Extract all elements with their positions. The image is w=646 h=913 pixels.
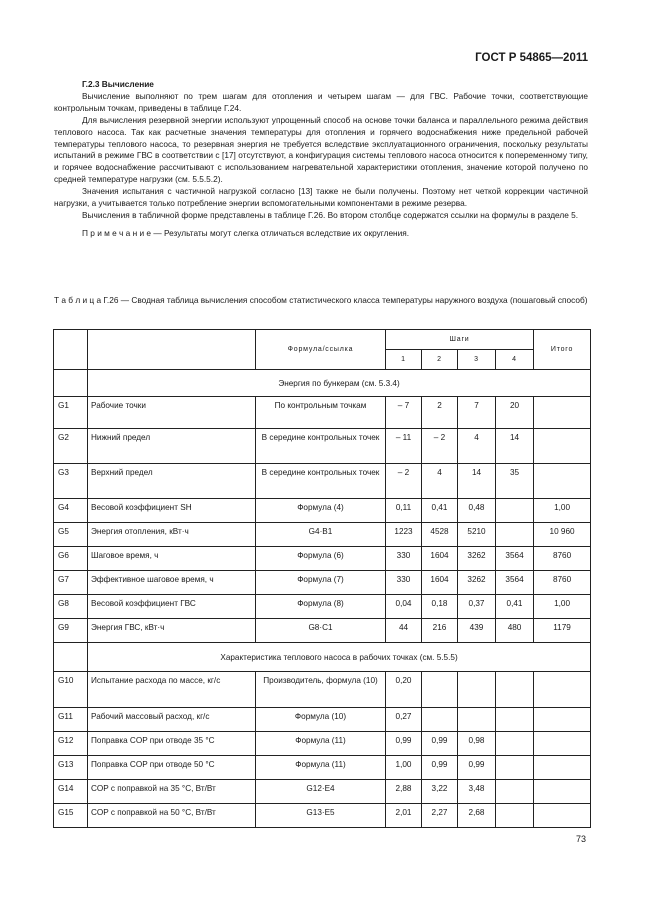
paragraph: Вычисления в табличной форме представлены в таблице Г.26. Во втором столбце содержатся ссылки на формулы в разделе 5. bbox=[82, 209, 579, 220]
cell-name: Весовой коэффициент ГВС bbox=[88, 595, 256, 619]
cell-code: G10 bbox=[54, 672, 88, 708]
cell-name: Верхний предел bbox=[88, 464, 256, 499]
table-caption-label: Т а б л и ц а bbox=[54, 295, 102, 305]
cell-s3 bbox=[458, 708, 496, 732]
cell-name: Нижний предел bbox=[88, 429, 256, 464]
cell-s3: 4 bbox=[458, 429, 496, 464]
page-number: 73 bbox=[575, 834, 586, 844]
section-code-cell bbox=[54, 643, 88, 672]
cell-code: G11 bbox=[54, 708, 88, 732]
cell-s2: 3,22 bbox=[422, 780, 458, 804]
cell-total bbox=[534, 397, 591, 429]
cell-s4 bbox=[496, 672, 534, 708]
cell-total bbox=[534, 780, 591, 804]
cell-name: Поправка COP при отводе 35 °С bbox=[88, 732, 256, 756]
cell-s2: 2 bbox=[422, 397, 458, 429]
cell-total: 10 960 bbox=[534, 523, 591, 547]
cell-total: 8760 bbox=[534, 547, 591, 571]
cell-formula: В середине контрольных точек bbox=[256, 429, 386, 464]
cell-s1: 330 bbox=[386, 571, 422, 595]
cell-total bbox=[534, 804, 591, 828]
standard-header: ГОСТ Р 54865—2011 bbox=[475, 52, 588, 64]
cell-code: G9 bbox=[54, 619, 88, 643]
cell-s1: 2,88 bbox=[386, 780, 422, 804]
cell-formula: По контрольным точкам bbox=[256, 397, 386, 429]
cell-s1: 0,99 bbox=[386, 732, 422, 756]
cell-code: G3 bbox=[54, 464, 88, 499]
cell-formula: G13·E5 bbox=[256, 804, 386, 828]
cell-s3 bbox=[458, 672, 496, 708]
cell-s3: 3262 bbox=[458, 547, 496, 571]
cell-s2: 216 bbox=[422, 619, 458, 643]
cell-s4 bbox=[496, 756, 534, 780]
cell-s1: – 11 bbox=[386, 429, 422, 464]
table-row bbox=[54, 571, 591, 595]
table-row bbox=[54, 499, 591, 523]
cell-formula: Формула (8) bbox=[256, 595, 386, 619]
section-heading-2: Характеристика теплового насоса в рабочих точках (см. 5.5.5) bbox=[88, 643, 591, 672]
cell-name: Шаговое время, ч bbox=[88, 547, 256, 571]
cell-code: G14 bbox=[54, 780, 88, 804]
cell-s2: 2,27 bbox=[422, 804, 458, 828]
header-steps: Шаги bbox=[386, 330, 534, 350]
cell-formula: Формула (6) bbox=[256, 547, 386, 571]
table-row bbox=[54, 523, 591, 547]
cell-s1: 2,01 bbox=[386, 804, 422, 828]
cell-total bbox=[534, 756, 591, 780]
table-row bbox=[54, 804, 591, 828]
table-row bbox=[54, 464, 591, 499]
cell-name: Энергия отопления, кВт·ч bbox=[88, 523, 256, 547]
header-step-3: 3 bbox=[458, 350, 496, 370]
cell-formula: G4·B1 bbox=[256, 523, 386, 547]
cell-s3: 2,68 bbox=[458, 804, 496, 828]
cell-code: G2 bbox=[54, 429, 88, 464]
cell-name: COP с поправкой на 35 °С, Вт/Вт bbox=[88, 780, 256, 804]
cell-s3: 5210 bbox=[458, 523, 496, 547]
cell-s3: 3,48 bbox=[458, 780, 496, 804]
cell-formula: В середине контрольных точек bbox=[256, 464, 386, 499]
cell-s4 bbox=[496, 732, 534, 756]
cell-formula: Формула (4) bbox=[256, 499, 386, 523]
cell-s1: 44 bbox=[386, 619, 422, 643]
cell-code: G1 bbox=[54, 397, 88, 429]
cell-s2: 1604 bbox=[422, 547, 458, 571]
note-text: — Результаты могут слегка отличаться вследствие их округления. bbox=[151, 227, 410, 238]
cell-name: Поправка COP при отводе 50 °С bbox=[88, 756, 256, 780]
table-row bbox=[54, 672, 591, 708]
header-step-2: 2 bbox=[422, 350, 458, 370]
cell-s3: 14 bbox=[458, 464, 496, 499]
cell-total bbox=[534, 732, 591, 756]
cell-s1: – 2 bbox=[386, 464, 422, 499]
cell-code: G6 bbox=[54, 547, 88, 571]
cell-s2: 0,41 bbox=[422, 499, 458, 523]
table-row bbox=[54, 756, 591, 780]
cell-formula: Формула (7) bbox=[256, 571, 386, 595]
table-row bbox=[54, 547, 591, 571]
cell-code: G15 bbox=[54, 804, 88, 828]
table-row bbox=[54, 429, 591, 464]
note bbox=[54, 228, 588, 240]
summary-table bbox=[53, 329, 591, 828]
table-body bbox=[54, 330, 591, 828]
cell-s2 bbox=[422, 708, 458, 732]
cell-s4: 3564 bbox=[496, 571, 534, 595]
cell-formula: G8·C1 bbox=[256, 619, 386, 643]
cell-s2: 0,99 bbox=[422, 732, 458, 756]
table-row bbox=[54, 397, 591, 429]
cell-s1: 0,11 bbox=[386, 499, 422, 523]
header-step-1: 1 bbox=[386, 350, 422, 370]
cell-formula: Формула (10) bbox=[256, 708, 386, 732]
cell-total bbox=[534, 429, 591, 464]
note-label: П р и м е ч а н и е bbox=[82, 227, 152, 238]
cell-s3: 439 bbox=[458, 619, 496, 643]
table-row bbox=[54, 619, 591, 643]
cell-name: Рабочий массовый расход, кг/с bbox=[88, 708, 256, 732]
cell-s2 bbox=[422, 672, 458, 708]
cell-s1: 0,20 bbox=[386, 672, 422, 708]
cell-s4 bbox=[496, 523, 534, 547]
paragraph: Вычисление выполняют по трем шагам для отопления и четырем шагам — для ГВС. Рабочие точки, соответствующие контрольным точкам, приведены в таблице Г.24. bbox=[54, 90, 588, 113]
table-row bbox=[54, 732, 591, 756]
cell-s4: 0,41 bbox=[496, 595, 534, 619]
cell-s4 bbox=[496, 499, 534, 523]
cell-s1: 1,00 bbox=[386, 756, 422, 780]
header-name bbox=[88, 330, 256, 370]
cell-code: G12 bbox=[54, 732, 88, 756]
table-row bbox=[54, 708, 591, 732]
cell-s3: 0,37 bbox=[458, 595, 496, 619]
cell-s1: 330 bbox=[386, 547, 422, 571]
table-caption-text: Г.26 — Сводная таблица вычисления способом статистического класса температуры наружного воздуха (пошаговый способ) bbox=[101, 295, 588, 305]
header-step-4: 4 bbox=[496, 350, 534, 370]
cell-s4 bbox=[496, 780, 534, 804]
cell-s3: 7 bbox=[458, 397, 496, 429]
cell-name: Эффективное шаговое время, ч bbox=[88, 571, 256, 595]
cell-s1: 0,04 bbox=[386, 595, 422, 619]
cell-s2: 4528 bbox=[422, 523, 458, 547]
cell-s3: 0,98 bbox=[458, 732, 496, 756]
cell-name: Испытание расхода по массе, кг/с bbox=[88, 672, 256, 708]
cell-total: 1,00 bbox=[534, 595, 591, 619]
cell-s1: – 7 bbox=[386, 397, 422, 429]
cell-s4 bbox=[496, 804, 534, 828]
body-text bbox=[54, 79, 588, 240]
cell-s4: 14 bbox=[496, 429, 534, 464]
cell-s2: 1604 bbox=[422, 571, 458, 595]
cell-s3: 3262 bbox=[458, 571, 496, 595]
cell-total bbox=[534, 708, 591, 732]
cell-s2: 0,18 bbox=[422, 595, 458, 619]
cell-code: G5 bbox=[54, 523, 88, 547]
section-heading-1: Энергия по бункерам (см. 5.3.4) bbox=[88, 370, 591, 397]
cell-total: 1179 bbox=[534, 619, 591, 643]
cell-code: G8 bbox=[54, 595, 88, 619]
table-row bbox=[54, 780, 591, 804]
cell-s1: 1223 bbox=[386, 523, 422, 547]
table-row bbox=[54, 595, 591, 619]
cell-formula: Производитель, формула (10) bbox=[256, 672, 386, 708]
cell-code: G7 bbox=[54, 571, 88, 595]
cell-formula: G12·E4 bbox=[256, 780, 386, 804]
cell-formula: Формула (11) bbox=[256, 732, 386, 756]
cell-total bbox=[534, 464, 591, 499]
header-code bbox=[54, 330, 88, 370]
cell-s4: 3564 bbox=[496, 547, 534, 571]
cell-formula: Формула (11) bbox=[256, 756, 386, 780]
paragraph: Значения испытания с частичной нагрузкой согласно [13] также не были получены. Поэтому нет четкой коррекции частичной нагрузки, а учитывается только потребление энергии вспомогательными компонентами в режиме резерва. bbox=[54, 186, 588, 209]
header-formula: Формула/ссылка bbox=[256, 330, 386, 370]
cell-name: Весовой коэффициент SH bbox=[88, 499, 256, 523]
cell-s4 bbox=[496, 708, 534, 732]
cell-total: 1,00 bbox=[534, 499, 591, 523]
cell-code: G4 bbox=[54, 499, 88, 523]
cell-s2: 4 bbox=[422, 464, 458, 499]
cell-s3: 0,99 bbox=[458, 756, 496, 780]
cell-code: G13 bbox=[54, 756, 88, 780]
section-row bbox=[54, 643, 591, 672]
cell-name: COP с поправкой на 50 °С, Вт/Вт bbox=[88, 804, 256, 828]
cell-total bbox=[534, 672, 591, 708]
cell-name: Рабочие точки bbox=[88, 397, 256, 429]
cell-s4: 35 bbox=[496, 464, 534, 499]
cell-s4: 480 bbox=[496, 619, 534, 643]
cell-total: 8760 bbox=[534, 571, 591, 595]
section-code-cell bbox=[54, 370, 88, 397]
section-title: Г.2.3 Вычисление bbox=[82, 79, 154, 89]
header-total: Итого bbox=[534, 330, 591, 370]
cell-name: Энергия ГВС, кВт·ч bbox=[88, 619, 256, 643]
paragraph: Для вычисления резервной энергии используют упрощенный способ на основе точки баланса и параллельного режима действия теплового насоса. Так как расчетные значения температуры для отопления и горячего водоснабжения ниже предельной рабочей температуры теплового насоса, то резервная энергия не требуется вследствие эксплуатационного ограничения, поскольку результаты испытаний в режиме ГВС в соответствии с [17] отсутствуют, а конфигурация системы теплового насоса относится к попеременному типу, и горячее водоснабжение рассчитывают с использованием нагревательной характеристики отопления, значение которой получено по средней температуре нагрузки (см. 5.5.5.2). bbox=[54, 114, 588, 185]
cell-s2: – 2 bbox=[422, 429, 458, 464]
cell-s3: 0,48 bbox=[458, 499, 496, 523]
cell-s4: 20 bbox=[496, 397, 534, 429]
table-caption bbox=[54, 295, 588, 307]
cell-s2: 0,99 bbox=[422, 756, 458, 780]
cell-s1: 0,27 bbox=[386, 708, 422, 732]
